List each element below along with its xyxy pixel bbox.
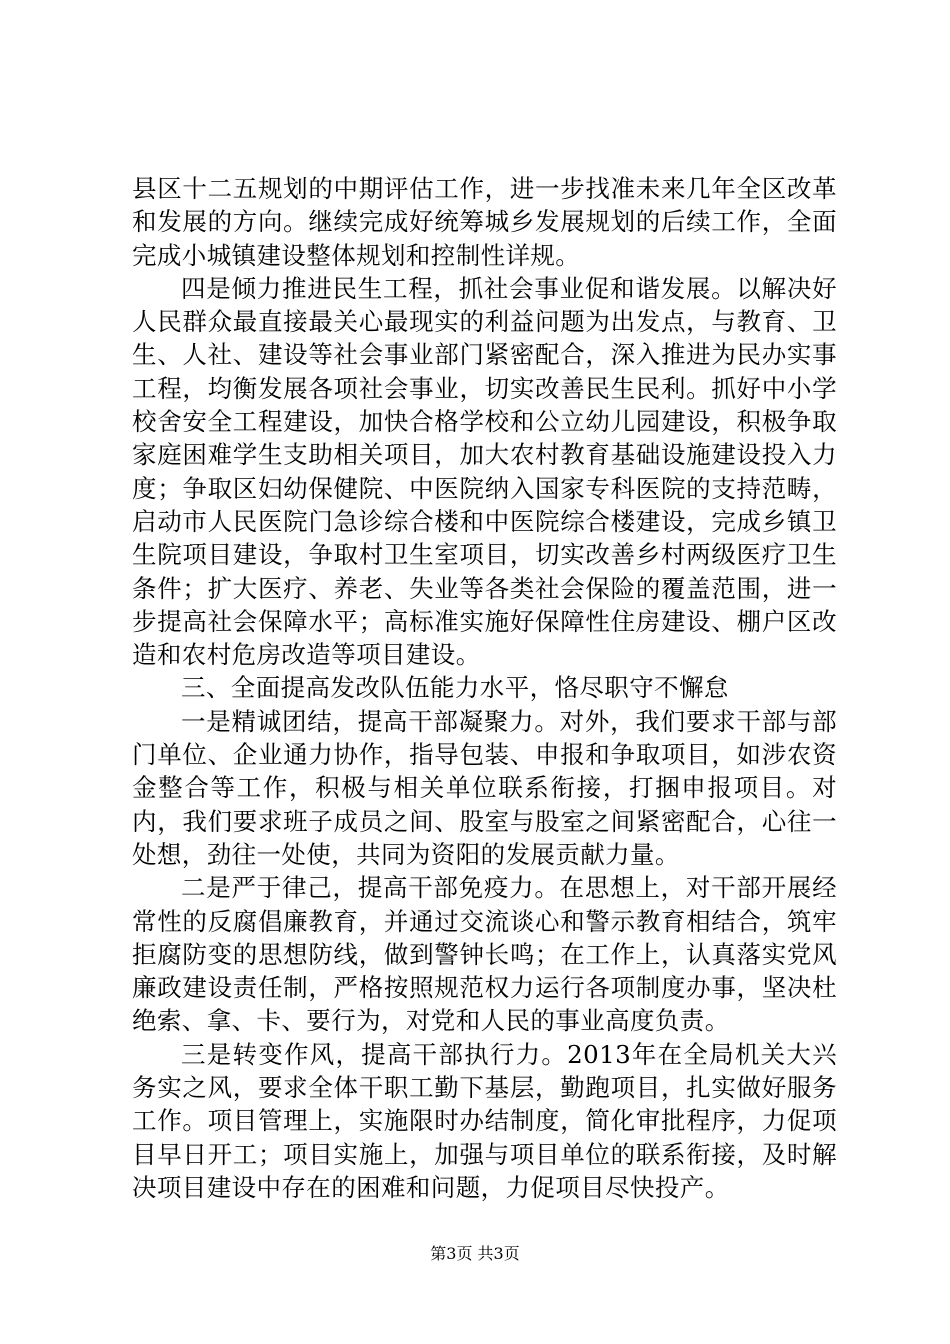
paragraph-unity: 一是精诚团结，提高干部凝聚力。对外，我们要求干部与部门单位、企业通力协作，指导包装、申报和争取项目，如涉农资金整合等工作，积极与相关单位联系衔接，打捆申报项目。对内，我们要求班子成员之间、股室与股室之间紧密配合，心往一处想，劲往一处使，共同为资阳的发展贡献力量。 (132, 706, 837, 869)
paragraph-continuation: 县区十二五规划的中期评估工作，进一步找准未来几年全区改革和发展的方向。继续完成好统筹城乡发展规划的后续工作，全面完成小城镇建设整体规划和控制性详规。 (132, 174, 837, 270)
paragraph-livelihood: 四是倾力推进民生工程，抓社会事业促和谐发展。以解决好人民群众最直接最关心最现实的利益问题为出发点，与教育、卫生、人社、建设等社会事业部门紧密配合，深入推进为民办实事工程，均衡发展各项社会事业，切实改善民生民利。抓好中小学校舍安全工程建设，加快合格学校和公立幼儿园建设，积极争取家庭困难学生支助相关项目，加大农村教育基础设施建设投入力度；争取区妇幼保健院、中医院纳入国家专科医院的支持范畴，启动市人民医院门急诊综合楼和中医院综合楼建设，完成乡镇卫生院项目建设，争取村卫生室项目，切实改善乡村两级医疗卫生条件；扩大医疗、养老、失业等各类社会保险的覆盖范围，进一步提高社会保障水平；高标准实施好保障性住房建设、棚户区改造和农村危房改造等项目建设。 (132, 273, 837, 670)
paragraph-execution: 三是转变作风，提高干部执行力。2013年在全局机关大兴务实之风，要求全体干职工勤下基层，勤跑项目，扎实做好服务工作。项目管理上，实施限时办结制度，简化审批程序，力促项目早日开工；项目实施上，加强与项目单位的联系衔接，及时解决项目建设中存在的困难和问题，力促项目尽快投产。 (132, 1039, 837, 1202)
paragraph-discipline: 二是严于律己，提高干部免疫力。在思想上，对干部开展经常性的反腐倡廉教育，并通过交流谈心和警示教育相结合，筑牢拒腐防变的思想防线，做到警钟长鸣；在工作上，认真落实党风廉政建设责任制，严格按照规范权力运行各项制度办事，坚决杜绝索、拿、卡、要行为，对党和人民的事业高度负责。 (132, 873, 837, 1036)
page-number-footer: 第3页 共3页 (430, 1244, 520, 1263)
document-body (132, 172, 837, 1204)
section-heading: 三、全面提高发改队伍能力水平，恪尽职守不懈怠 (181, 673, 729, 703)
